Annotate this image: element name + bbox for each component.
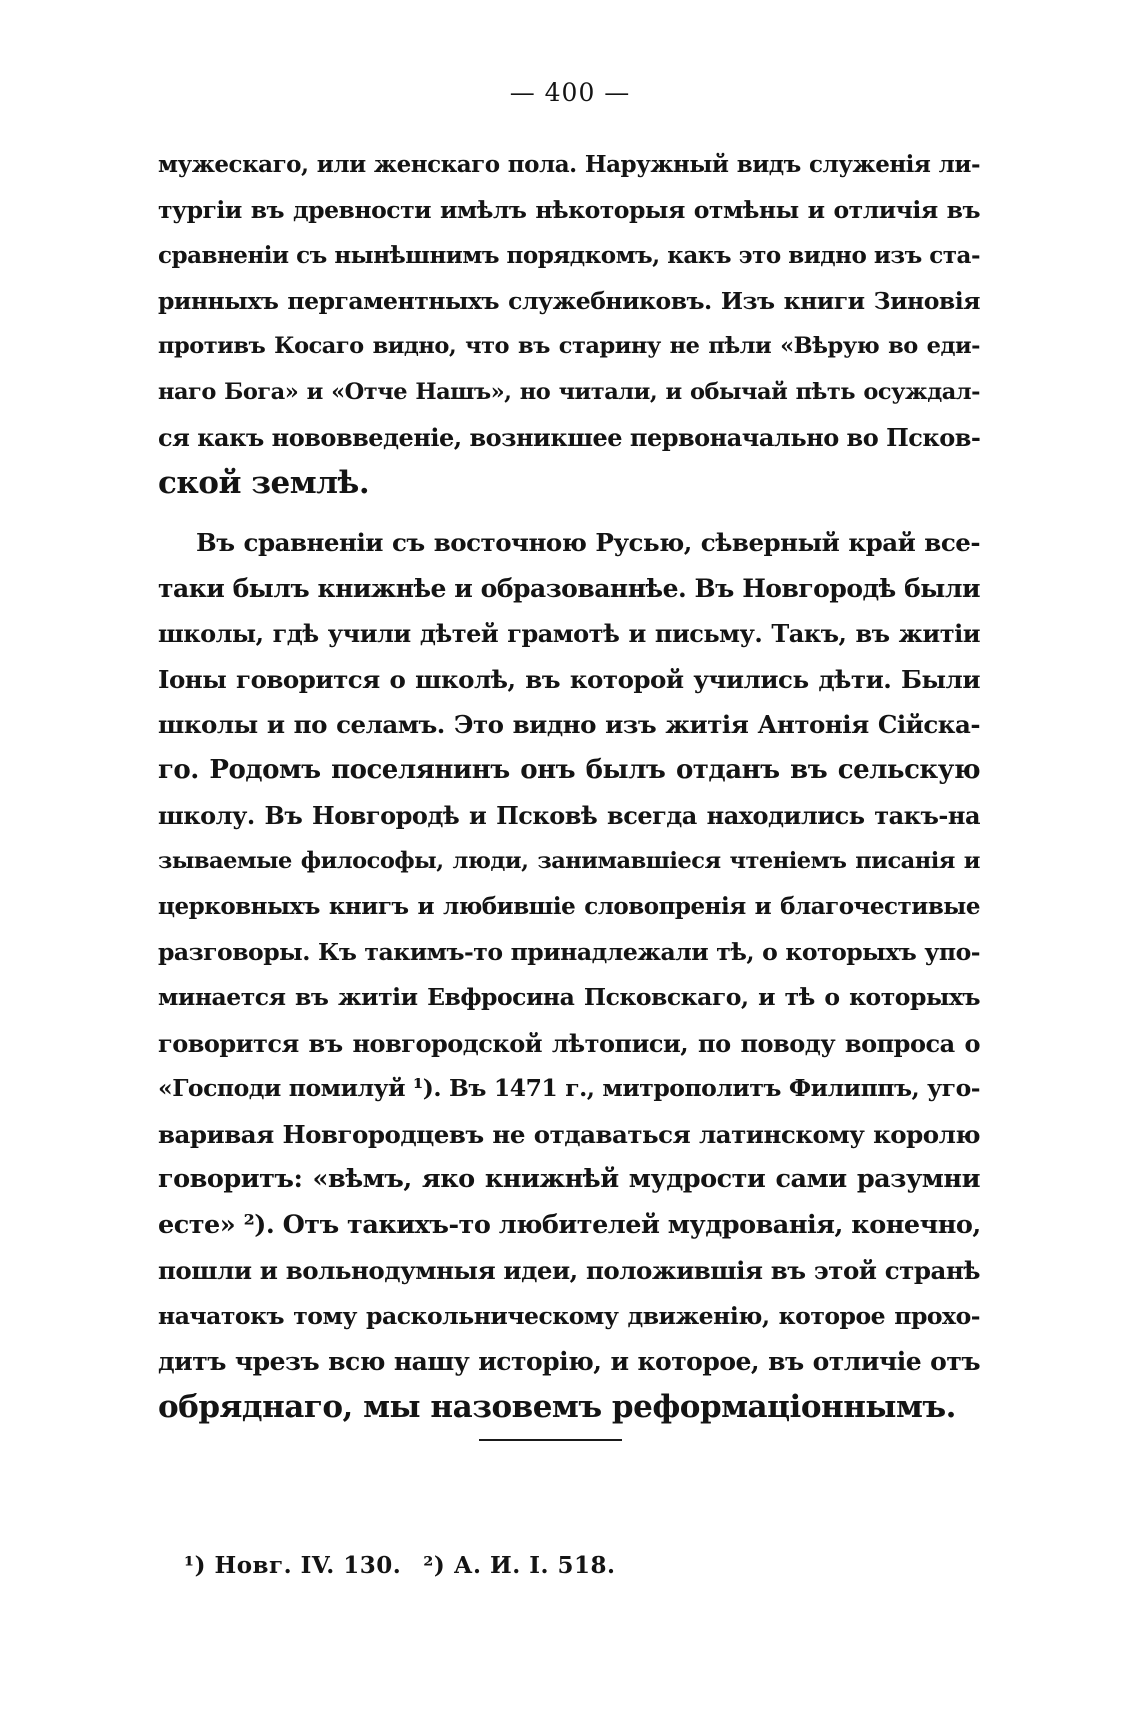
text-line: противъ Косаго видно, что въ старину не пѣли «Вѣрую во еди-: [158, 333, 980, 359]
text-line: минается въ житіи Евфросина Псковскаго, и тѣ о которыхъ: [158, 983, 980, 1011]
text-line: таки былъ книжнѣе и образованнѣе. Въ Новгородѣ были: [158, 573, 980, 603]
text-line: тургіи въ древности имѣлъ нѣкоторыя отмѣны и отличія въ: [158, 195, 980, 224]
text-line: разговоры. Къ такимъ-то принадлежали тѣ, о которыхъ упо-: [158, 937, 980, 966]
footnote-2: ²) А. И. I. 518.: [423, 1552, 616, 1579]
paragraph-2: [158, 520, 980, 1430]
paragraph-1: [158, 142, 980, 506]
text-line: школу. Въ Новгородѣ и Псковѣ всегда находились такъ-на: [158, 801, 980, 830]
text-line: сравненіи съ нынѣшнимъ порядкомъ, какъ это видно изъ ста-: [158, 242, 980, 269]
text-line: Въ сравненіи съ восточною Русью, сѣверный край все-: [196, 528, 980, 557]
text-line: дитъ чрезъ всю нашу исторію, и которое, въ отличіе отъ: [158, 1347, 980, 1376]
text-line: школы, гдѣ учили дѣтей грамотѣ и письму. Такъ, въ житіи: [158, 619, 980, 648]
text-line: Іоны говорится о школѣ, въ которой учились дѣти. Были: [158, 664, 980, 694]
page-number: — 400 —: [509, 78, 631, 107]
footnote-1: ¹) Новг. IV. 130.: [184, 1552, 402, 1579]
text-line: го. Родомъ поселянинъ онъ былъ отданъ въ сельскую: [158, 754, 980, 785]
footnotes: [184, 1552, 616, 1579]
text-line: наго Бога» и «Отче Нашъ», но читали, и обычай пѣть осуждал-: [158, 378, 980, 405]
body-text: [158, 142, 980, 1430]
footnote-separator: [479, 1439, 622, 1441]
text-line: начатокъ тому раскольническому движенію, которое прохо-: [158, 1301, 980, 1330]
text-line: церковныхъ книгъ и любившіе словопренія и благочестивые: [158, 893, 980, 920]
text-line: зываемые философы, люди, занимавшіеся чтеніемъ писанія и: [158, 847, 980, 874]
text-line: мужескаго, или женскаго пола. Наружный видъ служенія ли-: [158, 151, 980, 178]
text-line: есте» ²). Отъ такихъ-то любителей мудрованія, конечно,: [158, 1209, 981, 1240]
text-line: ся какъ нововведеніе, возникшее первоначально во Псков-: [158, 423, 981, 452]
text-line: говоритъ: «вѣмъ, яко книжнѣй мудрости сами разумни: [158, 1164, 980, 1194]
text-line: говорится въ новгородской лѣтописи, по поводу вопроса о: [158, 1028, 980, 1058]
text-line: обряднаго, мы назовемъ реформаціоннымъ.: [158, 1388, 956, 1425]
text-line: «Господи помилуй ¹). Въ 1471 г., митрополитъ Филиппъ, уго-: [158, 1074, 980, 1102]
text-line: школы и по селамъ. Это видно изъ житія Антонія Сійска-: [158, 710, 980, 739]
text-line: ской землѣ.: [158, 464, 370, 501]
text-line: пошли и вольнодумныя идеи, положившія въ этой странѣ: [158, 1256, 980, 1285]
text-line: ринныхъ пергаментныхъ служебниковъ. Изъ книги Зиновія: [158, 286, 980, 315]
text-line: варивая Новгородцевъ не отдаваться латинскому королю: [158, 1119, 980, 1149]
